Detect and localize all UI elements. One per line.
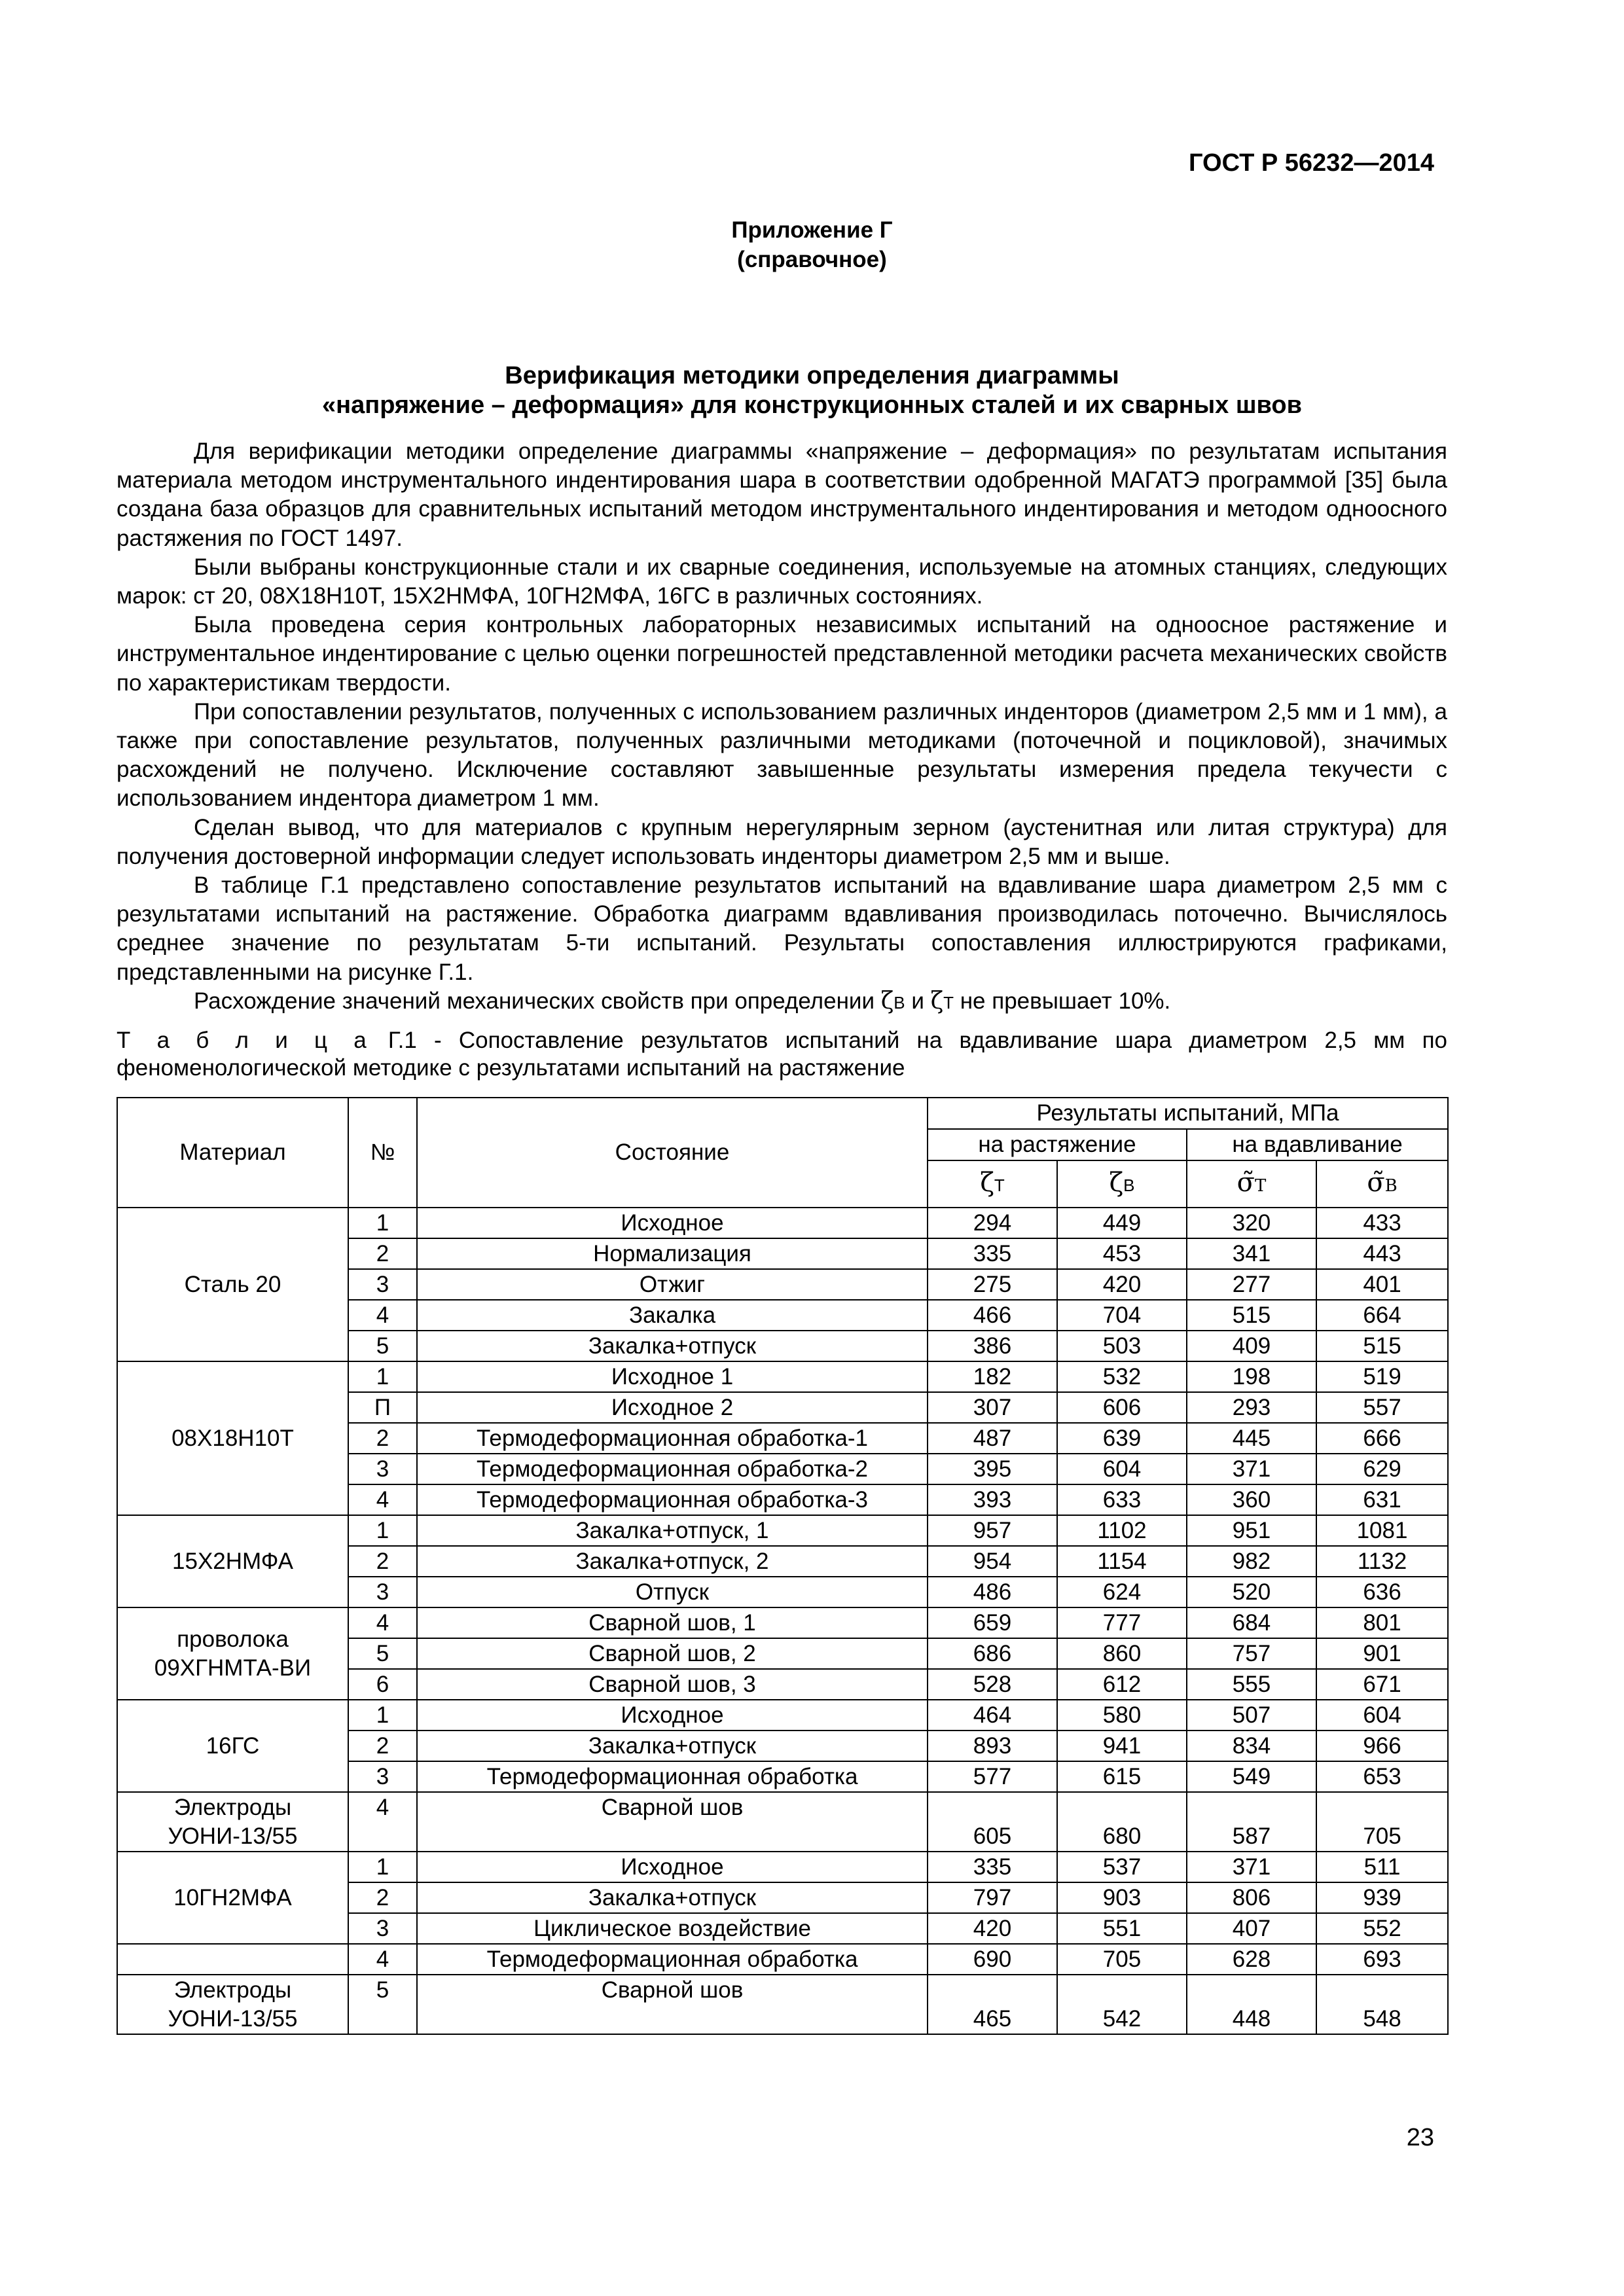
value-cell: 407	[1187, 1913, 1316, 1944]
value-cell: 198	[1187, 1361, 1316, 1392]
row-num: 3	[348, 1269, 417, 1300]
value-cell: 520	[1187, 1577, 1316, 1607]
row-state: Термодеформационная обработка-2	[417, 1454, 928, 1484]
value-cell: 320	[1187, 1208, 1316, 1238]
paragraph: При сопоставлении результатов, полученных с использованием различных инденторов (диаметром 2,5 мм и 1 мм), а также при сопоставление результатов, полученных различными методиками (поточечной и поцикловой), значимых расхождений не получено. Исключение составляют завышенные результаты измерения предела текучести с использованием индентора диаметром 1 мм.	[117, 698, 1447, 812]
row-num: 1	[348, 1361, 417, 1392]
row-state: Закалка+отпуск	[417, 1731, 928, 1761]
value-cell: 511	[1316, 1852, 1448, 1882]
value-cell: 532	[1057, 1361, 1187, 1392]
value-cell: 445	[1187, 1423, 1316, 1454]
row-num: 2	[348, 1423, 417, 1454]
value-cell: 277	[1187, 1269, 1316, 1300]
value-cell: 449	[1057, 1208, 1187, 1238]
section-heading-line2: «напряжение – деформация» для конструкционных сталей и их сварных швов	[322, 391, 1302, 419]
value-cell: 401	[1316, 1269, 1448, 1300]
value-cell: 757	[1187, 1638, 1316, 1669]
zeta-symbol: ζ	[1109, 1168, 1124, 1198]
row-num: П	[348, 1392, 417, 1423]
row-state: Исходное 2	[417, 1392, 928, 1423]
zeta-symbol: ζ	[930, 987, 944, 1014]
value-cell: 293	[1187, 1392, 1316, 1423]
value-cell: 684	[1187, 1607, 1316, 1638]
header-yield-indent	[1187, 1160, 1316, 1208]
value-cell: 466	[928, 1300, 1057, 1331]
value-cell: 519	[1316, 1361, 1448, 1392]
sigma-tilde-symbol: σ̃	[1236, 1167, 1255, 1198]
page-number: 23	[1406, 2124, 1434, 2151]
value-cell: 487	[928, 1423, 1057, 1454]
row-state: Термодеформационная обработка-1	[417, 1423, 928, 1454]
value-cell: 951	[1187, 1515, 1316, 1546]
value-cell: 693	[1316, 1944, 1448, 1975]
row-num: 3	[348, 1761, 417, 1792]
value-cell: 957	[928, 1515, 1057, 1546]
row-state: Исходное 1	[417, 1361, 928, 1392]
value-cell: 360	[1187, 1484, 1316, 1515]
annex-type: (справочное)	[737, 247, 887, 272]
value-cell: 801	[1316, 1607, 1448, 1638]
row-state: Сварной шов, 3	[417, 1669, 928, 1700]
row-num: 1	[348, 1852, 417, 1882]
table-caption	[117, 1027, 1447, 1082]
value-cell: 903	[1057, 1882, 1187, 1913]
value-cell: 686	[928, 1638, 1057, 1669]
row-num: 1	[348, 1700, 417, 1731]
deviation-text-c: не превышает 10%.	[954, 988, 1171, 1014]
row-state: Закалка+отпуск	[417, 1331, 928, 1361]
deviation-text-a: Расхождение значений механических свойств при определении	[194, 988, 881, 1014]
table-caption-label: Т а б л и ц а	[117, 1028, 371, 1053]
value-cell: 639	[1057, 1423, 1187, 1454]
row-state: Закалка+отпуск, 2	[417, 1546, 928, 1577]
value-cell: 371	[1187, 1454, 1316, 1484]
value-cell: 486	[928, 1577, 1057, 1607]
value-cell: 294	[928, 1208, 1057, 1238]
table-caption-text: Г.1 - Сопоставление результатов испытаний на вдавливание шара диаметром 2,5 мм по феноменологической методике с результатами испытаний на растяжение	[117, 1028, 1447, 1081]
row-num: 4	[348, 1607, 417, 1638]
value-cell: 548	[1316, 1975, 1448, 2034]
value-cell: 982	[1187, 1546, 1316, 1577]
value-cell: 409	[1187, 1331, 1316, 1361]
value-cell: 580	[1057, 1700, 1187, 1731]
row-state: Отжиг	[417, 1269, 928, 1300]
material-cell: 15Х2НМФА	[117, 1515, 348, 1607]
row-num: 3	[348, 1577, 417, 1607]
value-cell: 954	[928, 1546, 1057, 1577]
value-cell: 806	[1187, 1882, 1316, 1913]
value-cell: 420	[928, 1913, 1057, 1944]
row-state: Циклическое воздействие	[417, 1913, 928, 1944]
table-row	[117, 1944, 1448, 1975]
value-cell: 453	[1057, 1238, 1187, 1269]
row-state: Исходное	[417, 1700, 928, 1731]
value-cell: 690	[928, 1944, 1057, 1975]
material-cell	[117, 1944, 348, 1975]
value-cell: 549	[1187, 1761, 1316, 1792]
row-num: 3	[348, 1913, 417, 1944]
subscript: В	[893, 992, 905, 1013]
value-cell: 659	[928, 1607, 1057, 1638]
header-material: Материал	[117, 1098, 348, 1208]
table-row	[117, 1208, 1448, 1238]
value-cell: 1102	[1057, 1515, 1187, 1546]
row-state: Сварной шов, 1	[417, 1607, 928, 1638]
row-state: Термодеформационная обработка	[417, 1761, 928, 1792]
row-num: 1	[348, 1208, 417, 1238]
value-cell: 515	[1316, 1331, 1448, 1361]
value-cell: 587	[1187, 1792, 1316, 1852]
value-cell: 515	[1187, 1300, 1316, 1331]
value-cell: 777	[1057, 1607, 1187, 1638]
value-cell: 606	[1057, 1392, 1187, 1423]
section-heading-line1: Верификация методики определения диаграммы	[505, 362, 1119, 389]
value-cell: 464	[928, 1700, 1057, 1731]
header-ultimate-tension	[1057, 1160, 1187, 1208]
row-num: 4	[348, 1944, 417, 1975]
results-table	[117, 1097, 1449, 2035]
value-cell: 671	[1316, 1669, 1448, 1700]
value-cell: 629	[1316, 1454, 1448, 1484]
value-cell: 307	[928, 1392, 1057, 1423]
value-cell: 834	[1187, 1731, 1316, 1761]
row-num: 4	[348, 1484, 417, 1515]
row-state: Закалка+отпуск, 1	[417, 1515, 928, 1546]
row-num: 3	[348, 1454, 417, 1484]
annex-title: Приложение Г	[731, 217, 893, 243]
value-cell: 371	[1187, 1852, 1316, 1882]
paragraph: Были выбраны конструкционные стали и их сварные соединения, используемые на атомных станциях, следующих марок: ст 20, 08Х18Н10Т, 15Х2НМФА, 10ГН2МФА, 16ГС в различных состояниях.	[117, 554, 1447, 609]
value-cell: 420	[1057, 1269, 1187, 1300]
value-cell: 335	[928, 1238, 1057, 1269]
value-cell: 860	[1057, 1638, 1187, 1669]
table-row	[117, 1792, 1448, 1852]
value-cell: 551	[1057, 1913, 1187, 1944]
row-state: Исходное	[417, 1208, 928, 1238]
value-cell: 604	[1316, 1700, 1448, 1731]
value-cell: 448	[1187, 1975, 1316, 2034]
table-row	[117, 1852, 1448, 1882]
table-row	[117, 1607, 1448, 1638]
row-num: 6	[348, 1669, 417, 1700]
header-tension: на растяжение	[928, 1129, 1187, 1160]
paragraph: Сделан вывод, что для материалов с крупным нерегулярным зерном (аустенитная или литая структура) для получения достоверной информации следует использовать инденторы диаметром 2,5 мм и выше.	[117, 814, 1447, 869]
row-state: Сварной шов	[417, 1975, 928, 2034]
value-cell: 615	[1057, 1761, 1187, 1792]
header-indentation: на вдавливание	[1187, 1129, 1448, 1160]
value-cell: 577	[928, 1761, 1057, 1792]
value-cell: 335	[928, 1852, 1057, 1882]
deviation-text-b: и	[905, 988, 931, 1014]
value-cell: 443	[1316, 1238, 1448, 1269]
row-state: Закалка+отпуск	[417, 1882, 928, 1913]
value-cell: 704	[1057, 1300, 1187, 1331]
value-cell: 507	[1187, 1700, 1316, 1731]
value-cell: 666	[1316, 1423, 1448, 1454]
subscript: Т	[994, 1175, 1005, 1195]
standard-designation: ГОСТ Р 56232—2014	[1189, 149, 1434, 177]
material-cell: Электроды УОНИ-13/55	[117, 1975, 348, 2034]
row-num: 5	[348, 1975, 417, 2034]
value-cell: 631	[1316, 1484, 1448, 1515]
value-cell: 633	[1057, 1484, 1187, 1515]
row-state: Закалка	[417, 1300, 928, 1331]
subscript: В	[1123, 1175, 1135, 1195]
value-cell: 393	[928, 1484, 1057, 1515]
material-cell: Электроды УОНИ-13/55	[117, 1792, 348, 1852]
value-cell: 552	[1316, 1913, 1448, 1944]
value-cell: 542	[1057, 1975, 1187, 2034]
zeta-symbol: ζ	[880, 987, 894, 1014]
row-num: 4	[348, 1792, 417, 1852]
paragraph: Для верификации методики определение диаграммы «напряжение – деформация» по результатам испытания материала методом инструментального индентирования шара в соответствии одобренной МАГАТЭ программой [35] была создана база образцов для сравнительных испытаний методом инструментального индентирования и методом одноосного растяжения по ГОСТ 1497.	[117, 439, 1447, 551]
value-cell: 705	[1057, 1944, 1187, 1975]
value-cell: 395	[928, 1454, 1057, 1484]
header-number: №	[348, 1098, 417, 1208]
body-text	[117, 437, 1447, 1017]
header-yield-tension	[928, 1160, 1057, 1208]
row-num: 2	[348, 1546, 417, 1577]
value-cell: 182	[928, 1361, 1057, 1392]
value-cell: 528	[928, 1669, 1057, 1700]
value-cell: 433	[1316, 1208, 1448, 1238]
material-cell: 16ГС	[117, 1700, 348, 1792]
header-results: Результаты испытаний, МПа	[928, 1098, 1448, 1129]
header-state: Состояние	[417, 1098, 928, 1208]
value-cell: 604	[1057, 1454, 1187, 1484]
value-cell: 555	[1187, 1669, 1316, 1700]
row-num: 4	[348, 1300, 417, 1331]
value-cell: 537	[1057, 1852, 1187, 1882]
value-cell: 664	[1316, 1300, 1448, 1331]
material-cell: 08Х18Н10Т	[117, 1361, 348, 1515]
value-cell: 503	[1057, 1331, 1187, 1361]
value-cell: 680	[1057, 1792, 1187, 1852]
row-num: 5	[348, 1638, 417, 1669]
row-num: 2	[348, 1882, 417, 1913]
material-cell: проволока 09ХГНМТА-ВИ	[117, 1607, 348, 1700]
row-num: 2	[348, 1731, 417, 1761]
value-cell: 653	[1316, 1761, 1448, 1792]
value-cell: 605	[928, 1792, 1057, 1852]
row-state: Термодеформационная обработка-3	[417, 1484, 928, 1515]
row-num: 2	[348, 1238, 417, 1269]
header-ultimate-indent	[1316, 1160, 1448, 1208]
row-state: Исходное	[417, 1852, 928, 1882]
table-row	[117, 1515, 1448, 1546]
value-cell: 939	[1316, 1882, 1448, 1913]
value-cell: 1154	[1057, 1546, 1187, 1577]
table-row	[117, 1361, 1448, 1392]
value-cell: 275	[928, 1269, 1057, 1300]
row-state: Сварной шов, 2	[417, 1638, 928, 1669]
value-cell: 797	[928, 1882, 1057, 1913]
subscript: Т	[943, 992, 954, 1013]
row-state: Нормализация	[417, 1238, 928, 1269]
value-cell: 341	[1187, 1238, 1316, 1269]
value-cell: 624	[1057, 1577, 1187, 1607]
value-cell: 1081	[1316, 1515, 1448, 1546]
row-state: Термодеформационная обработка	[417, 1944, 928, 1975]
value-cell: 941	[1057, 1731, 1187, 1761]
row-num: 1	[348, 1515, 417, 1546]
value-cell: 966	[1316, 1731, 1448, 1761]
value-cell: 557	[1316, 1392, 1448, 1423]
table-row	[117, 1975, 1448, 2034]
value-cell: 612	[1057, 1669, 1187, 1700]
paragraph-deviation	[117, 987, 1447, 1017]
value-cell: 1132	[1316, 1546, 1448, 1577]
subscript: Т	[1254, 1175, 1267, 1196]
value-cell: 628	[1187, 1944, 1316, 1975]
table-row	[117, 1700, 1448, 1731]
material-cell: 10ГН2МФА	[117, 1852, 348, 1944]
paragraph: Была проведена серия контрольных лабораторных независимых испытаний на одноосное растяжение и инструментальное индентирование с целью оценки погрешностей представленной методики расчета механических свойств по характеристикам твердости.	[117, 612, 1447, 696]
value-cell: 893	[928, 1731, 1057, 1761]
value-cell: 705	[1316, 1792, 1448, 1852]
value-cell: 901	[1316, 1638, 1448, 1669]
sigma-tilde-symbol: σ̃	[1367, 1167, 1385, 1198]
value-cell: 465	[928, 1975, 1057, 2034]
value-cell: 386	[928, 1331, 1057, 1361]
zeta-symbol: ζ	[980, 1168, 994, 1198]
subscript: В	[1384, 1175, 1398, 1196]
row-state: Сварной шов	[417, 1792, 928, 1852]
row-num: 5	[348, 1331, 417, 1361]
row-state: Отпуск	[417, 1577, 928, 1607]
paragraph: В таблице Г.1 представлено сопоставление результатов испытаний на вдавливание шара диаметром 2,5 мм с результатами испытаний на растяжение. Обработка диаграмм вдавливания производилась поточечно. Вычислялось среднее значение по результатам 5-ти испытаний. Результаты сопоставления иллюстрируются графиками, представленными на рисунке Г.1.	[117, 872, 1447, 985]
value-cell: 636	[1316, 1577, 1448, 1607]
material-cell: Сталь 20	[117, 1208, 348, 1361]
